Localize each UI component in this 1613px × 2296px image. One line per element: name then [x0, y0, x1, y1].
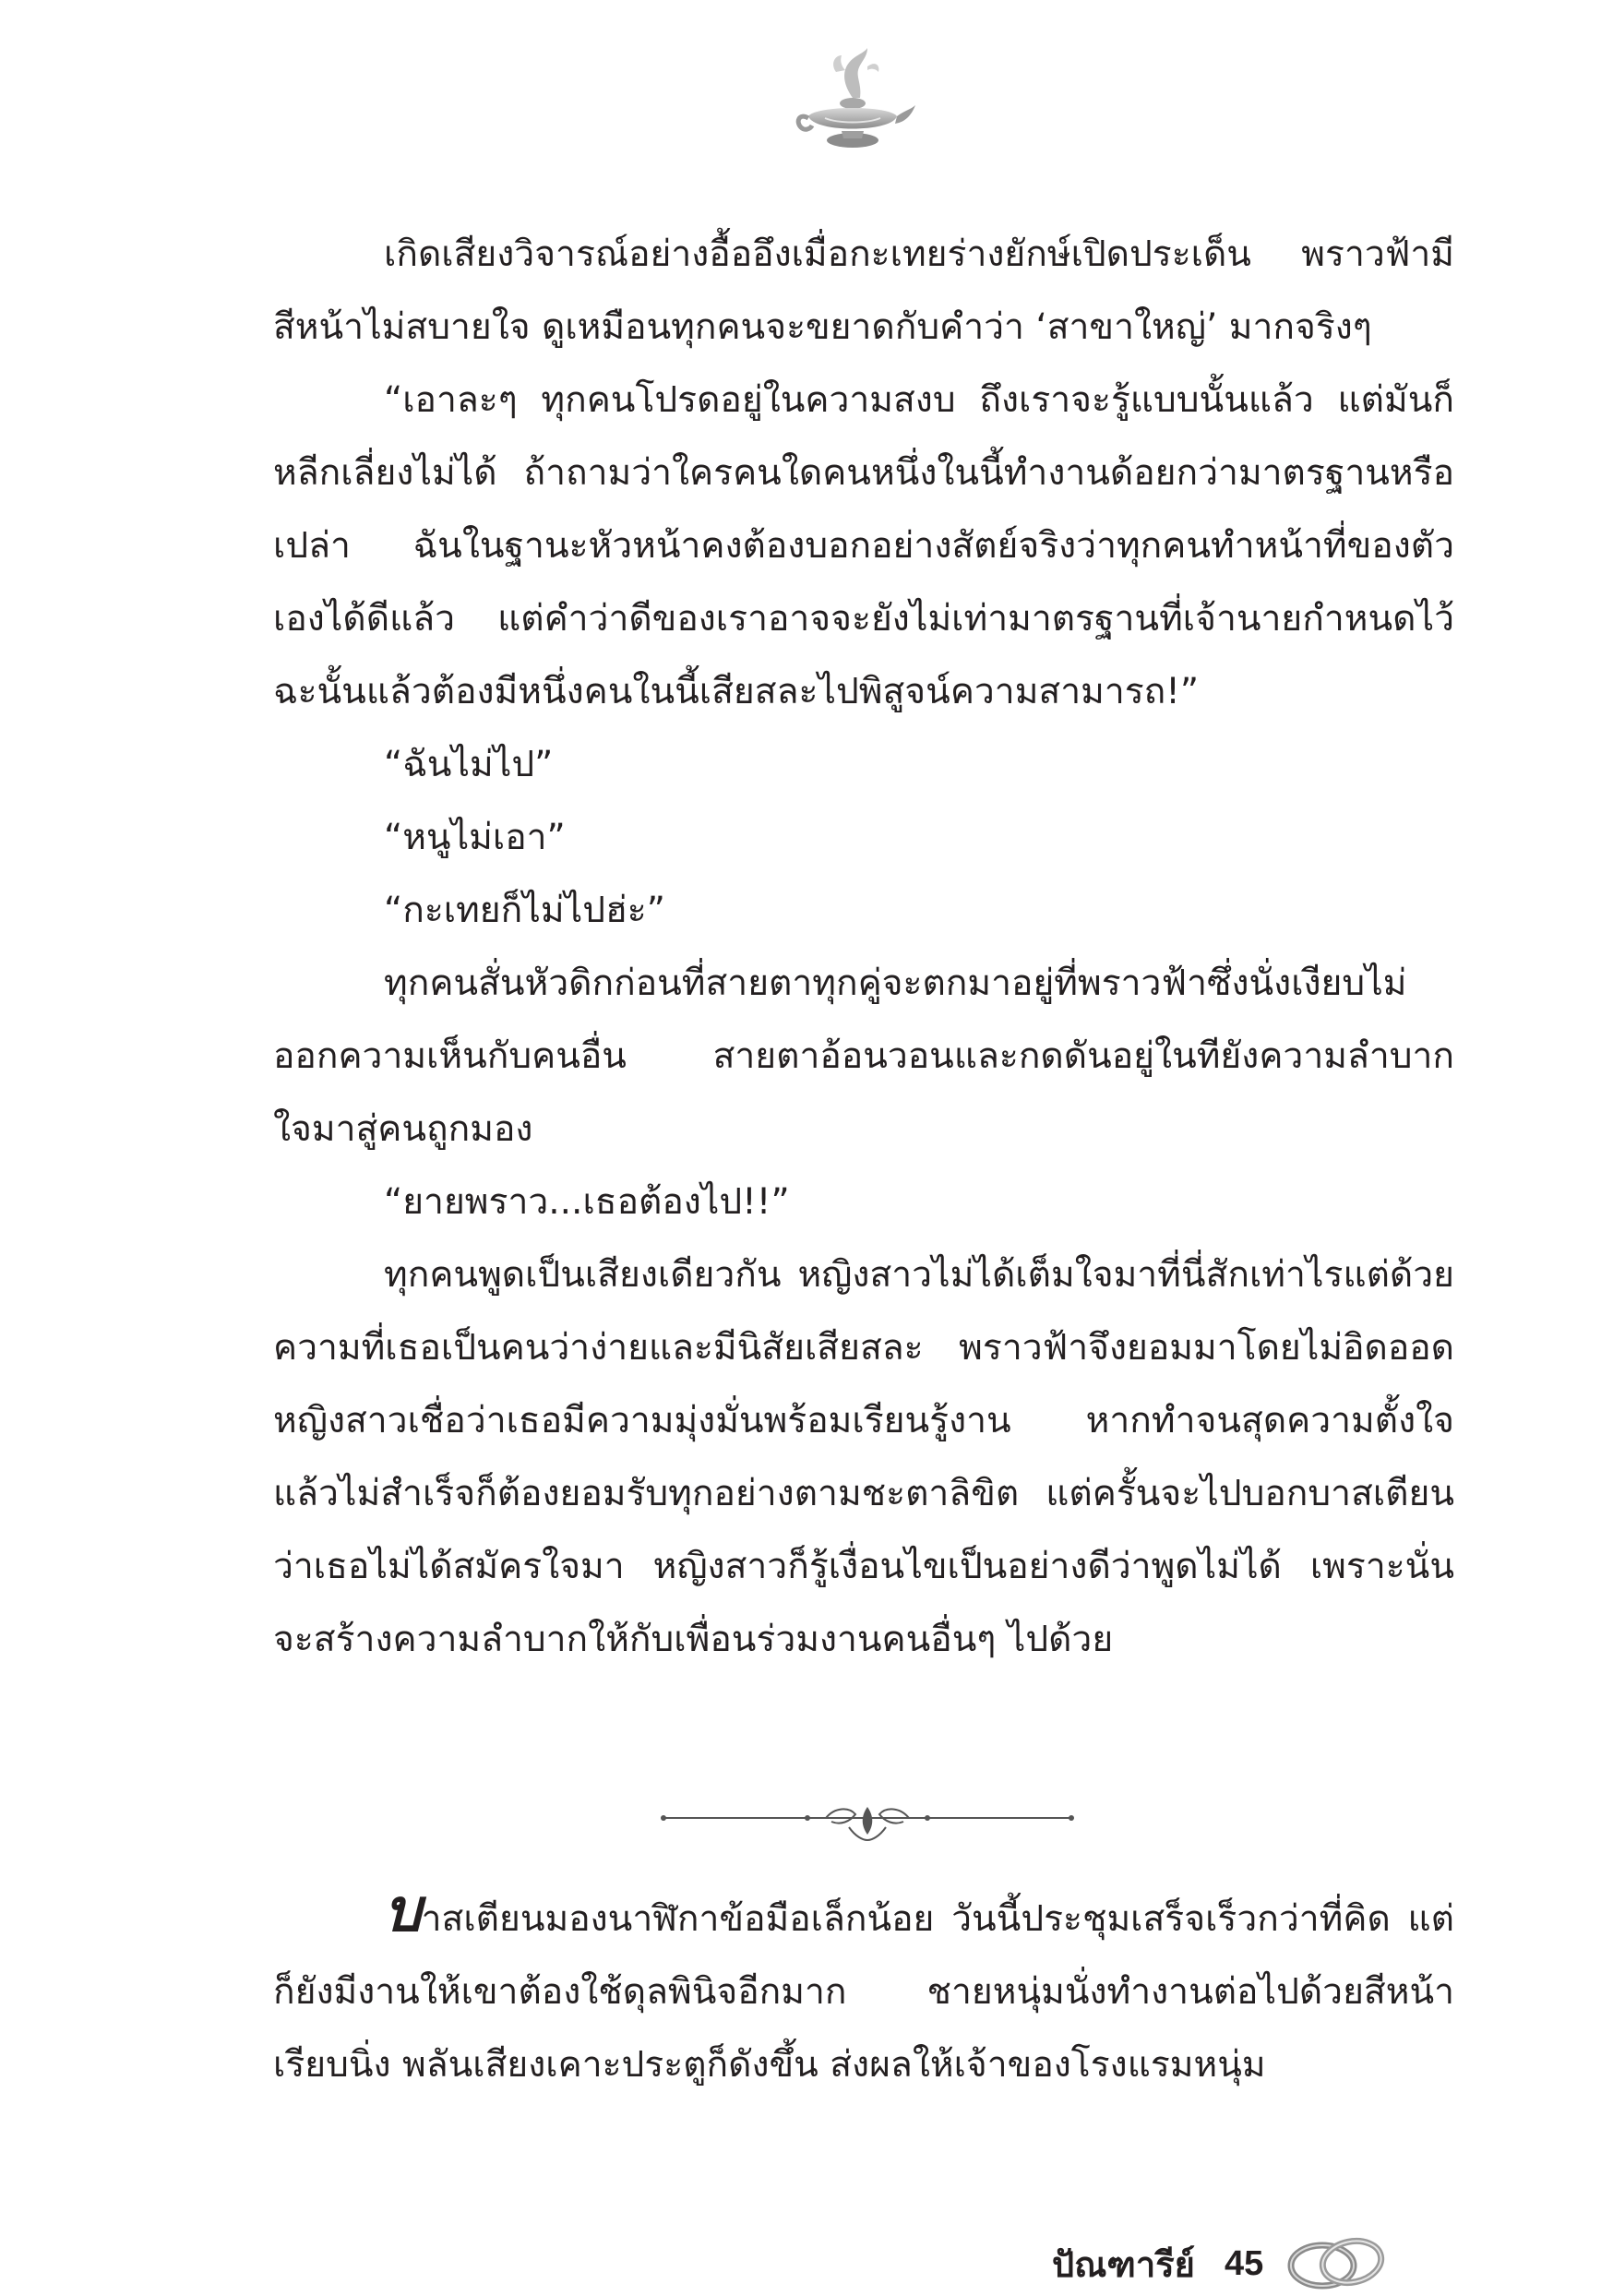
- paragraph: ทุกคนพูดเป็นเสียงเดียวกัน หญิงสาวไม่ได้เต็มใจมาที่นี่สักเท่าไรแต่ด้วยความที่เธอเป็นคนว่าง่ายและมีนิสัยเสียสละ พราวฟ้าจึงยอมมาโดยไม่อิดออด หญิงสาวเชื่อว่าเธอมีความมุ่งมั่นพร้อมเรียนรู้งาน หากทำจนสุดความตั้งใจแล้วไม่สำเร็จก็ต้องยอมรับทุกอย่างตามชะตาลิขิต แต่ครั้นจะไปบอกบาสเตียนว่าเธอไม่ได้สมัครใจมา หญิงสาวก็รู้เงื่อนไขเป็นอย่างดีว่าพูดไม่ได้ เพราะนั่นจะสร้างความลำบากให้กับเพื่อนร่วมงานคนอื่นๆ ไปด้วย: [273, 1254, 1454, 1660]
- body-text: [273, 218, 1454, 1676]
- paragraph: [273, 1876, 1454, 2101]
- paragraph: ทุกคนสั่นหัวดิกก่อนที่สายตาทุกคู่จะตกมาอยู่ที่พราวฟ้าซึ่งนั่งเงียบไม่ออกความเห็นกับคนอื่น สายตาอ้อนวอนและกดดันอยู่ในทียังความลำบากใจมาสู่คนถูกมอง: [273, 963, 1454, 1150]
- genie-lamp-icon: [788, 44, 917, 164]
- paragraph-body: าสเตียนมองนาฬิกาข้อมือเล็กน้อย วันนี้ประชุมเสร็จเร็วกว่าที่คิด แต่ก็ยังมีงานให้เขาต้องใช้ดุลพินิจอีกมาก ชายหนุ่มนั่งทำงานต่อไปด้วยสีหน้าเรียบนิ่ง พลันเสียงเคาะประตูก็ดังขึ้น ส่งผลให้เจ้าของโรงแรมหนุ่ม: [273, 1898, 1454, 2086]
- section-two-text: [273, 1876, 1454, 2101]
- flourish-divider-icon: [660, 1794, 1075, 1849]
- paragraph: เกิดเสียงวิจารณ์อย่างอื้ออึงเมื่อกะเทยร่างยักษ์เปิดประเด็น พราวฟ้ามีสีหน้าไม่สบายใจ ดูเหมือนทุกคนจะขยาดกับคำว่า ‘สาขาใหญ่’ มากจริงๆ: [273, 233, 1454, 348]
- paragraph: “เอาละๆ ทุกคนโปรดอยู่ในความสงบ ถึงเราจะรู้แบบนั้นแล้ว แต่มันก็หลีกเลี่ยงไม่ได้ ถ้าถามว่าใครคนใดคนหนึ่งในนี้ทำงานด้อยกว่ามาตรฐานหรือเปล่า ฉันในฐานะหัวหน้าคงต้องบอกอย่างสัตย์จริงว่าทุกคนทำหน้าที่ของตัวเองได้ดีแล้ว แต่คำว่าดีของเราอาจจะยังไม่เท่ามาตรฐานที่เจ้านายกำหนดไว้ ฉะนั้นแล้วต้องมีหนึ่งคนในนี้เสียสละไปพิสูจน์ความสามารถ!”: [273, 379, 1454, 712]
- wedding-rings-icon: [1280, 2234, 1391, 2293]
- page-number: 45: [1224, 2243, 1264, 2283]
- paragraph: “ยายพราว...เธอต้องไป!!”: [384, 1181, 790, 1223]
- drop-cap: บ: [384, 1876, 422, 1945]
- author-name: ปัณฑารีย์: [1052, 2243, 1195, 2285]
- paragraph: “กะเทยก็ไม่ไปฮ่ะ”: [384, 890, 665, 931]
- page-footer: [1052, 2231, 1486, 2296]
- paragraph: “ฉันไม่ไป”: [384, 744, 554, 785]
- paragraph: “หนูไม่เอา”: [384, 817, 566, 858]
